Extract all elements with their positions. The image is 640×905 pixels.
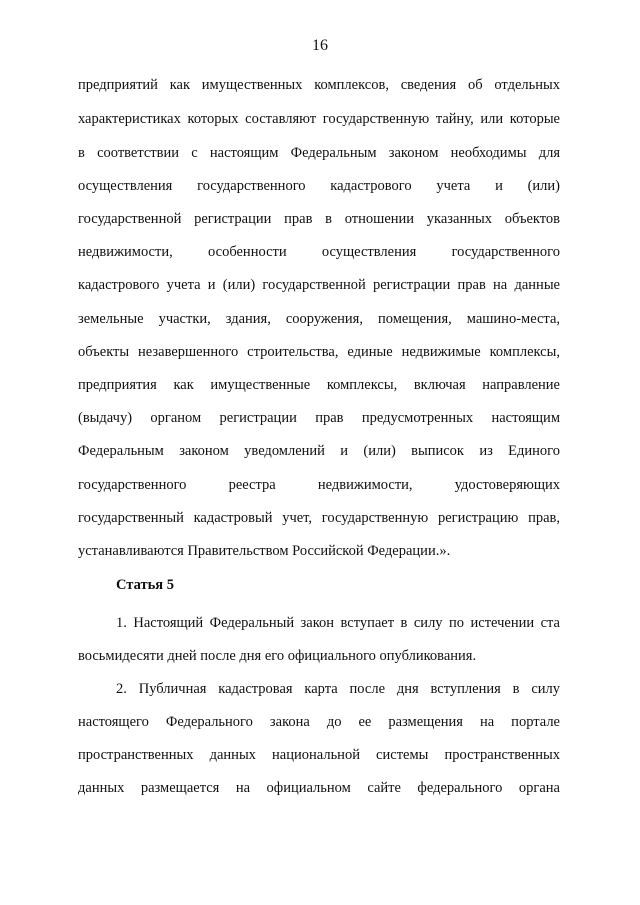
text-line: предприятий как имущественных комплексов, сведения об отдельных [78, 77, 560, 93]
text-line: характеристиках которых составляют государственную тайну, или которые [78, 111, 560, 127]
text-line: земельные участки, здания, сооружения, помещения, машино-места, [78, 311, 560, 327]
text-line: настоящего Федерального закона до ее размещения на портале [78, 714, 560, 730]
text-line: восьмидесяти дней после дня его официального опубликования. [78, 648, 477, 664]
text-line: Федеральным законом уведомлений и (или) выписок из Единого [78, 443, 560, 459]
text-line: в соответствии с настоящим Федеральным законом необходимы для [78, 145, 560, 161]
page-number: 16 [312, 37, 328, 54]
text-line: устанавливаются Правительством Российской Федерации.». [78, 543, 451, 559]
text-line: 1. Настоящий Федеральный закон вступает в силу по истечении ста [116, 615, 560, 631]
text-line: государственный кадастровый учет, государственную регистрацию прав, [78, 510, 560, 526]
text-line: осуществления государственного кадастрового учета и (или) [78, 178, 560, 194]
text-line: объекты незавершенного строительства, единые недвижимые комплексы, [78, 344, 560, 360]
text-line: государственной регистрации прав в отношении указанных объектов [78, 211, 560, 227]
text-line: (выдачу) органом регистрации прав предусмотренных настоящим [78, 410, 560, 426]
text-line: государственного реестра недвижимости, удостоверяющих [78, 477, 560, 493]
text-line: предприятия как имущественные комплексы, включая направление [78, 377, 560, 393]
article-heading: Статья 5 [116, 577, 174, 593]
text-line: данных размещается на официальном сайте федерального органа [78, 780, 560, 796]
text-line: недвижимости, особенности осуществления государственного [78, 244, 560, 260]
text-line: кадастрового учета и (или) государственной регистрации прав на данные [78, 277, 560, 293]
text-line: 2. Публичная кадастровая карта после дня вступления в силу [116, 681, 560, 697]
text-line: пространственных данных национальной системы пространственных [78, 747, 560, 763]
